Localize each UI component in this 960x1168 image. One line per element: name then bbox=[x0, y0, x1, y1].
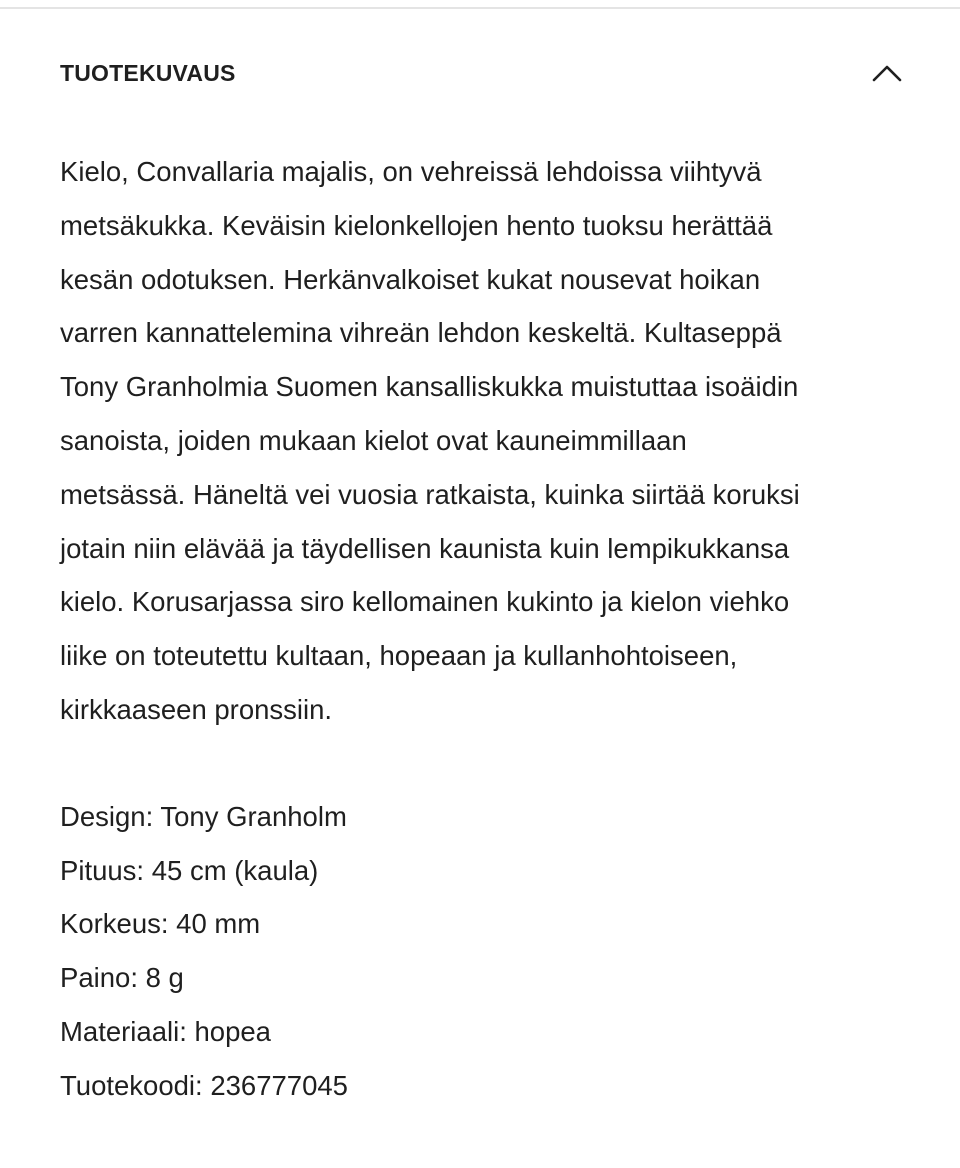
spec-design: Design: Tony Granholm bbox=[60, 800, 347, 832]
spec-length: Pituus: 45 cm (kaula) bbox=[60, 854, 319, 886]
product-description: Kielo, Convallaria majalis, on vehreissä lehdoissa viihtyvä metsäkukka. Keväisin kielonkellojen hento tuoksu herättää kesän odotuksen. Herkänvalkoiset kukat nousevat hoikan varren kannattelemina vihreän lehdon keskeltä. Kultaseppä Tony Granholmia Suomen kansalliskukka muistuttaa isoäidin sanoista, joiden mukaan kielot ovat kauneimmillaan metsässä. Häneltä vei vuosia ratkaista, kuinka siirtää koruksi jotain niin elävää ja täydellisen kaunista kuin lempikukkansa kielo. Korusarjassa siro kellomainen kukinto ja kielon viehko liike on toteutettu kultaan, hopeaan ja kullanhohtoiseen, kirkkaaseen pronssiin. bbox=[60, 156, 800, 725]
spec-weight: Paino: 8 g bbox=[60, 962, 184, 994]
top-divider bbox=[0, 7, 960, 9]
accordion-content bbox=[60, 145, 910, 1113]
accordion-header-tuotekuvaus[interactable] bbox=[0, 40, 960, 106]
spec-product-code: Tuotekoodi: 236777045 bbox=[60, 1069, 348, 1101]
spec-list bbox=[60, 790, 910, 1113]
spec-material: Materiaali: hopea bbox=[60, 1015, 271, 1047]
chevron-up-icon[interactable] bbox=[868, 59, 906, 87]
accordion-title: TUOTEKUVAUS bbox=[60, 60, 236, 86]
spec-height: Korkeus: 40 mm bbox=[60, 908, 261, 940]
